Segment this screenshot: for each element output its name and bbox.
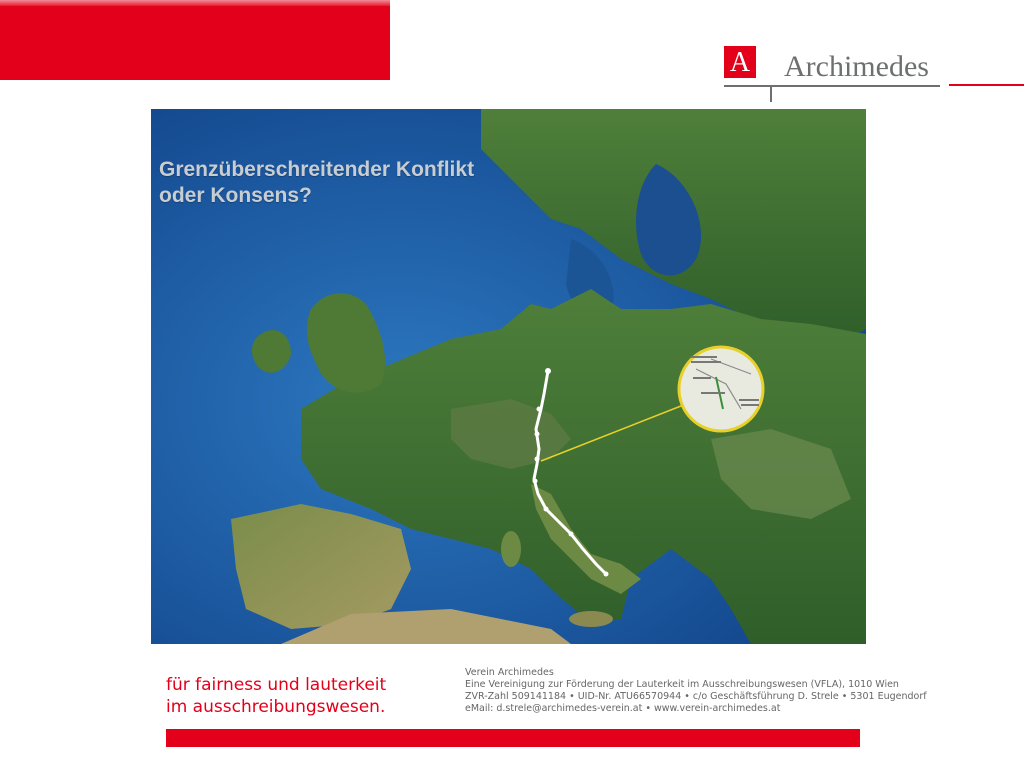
info-contact: eMail: d.strele@archimedes-verein.at • www.verein-archimedes.at [465,703,781,714]
association-info [465,667,927,715]
slogan-line-2: im ausschreibungswesen. [166,697,386,717]
header-red-banner [0,0,390,80]
map-headline-line-1: Grenzüberschreitender Konflikt [159,158,475,181]
banner-highlight [0,0,390,6]
europe-satellite-map [151,109,866,644]
archimedes-logo [724,46,944,106]
logo-tick [770,86,772,102]
slogan [166,674,386,718]
logo-wordmark: Archimedes [784,50,929,83]
footer-red-bar [166,729,860,747]
detail-callout-circle [679,347,763,431]
logo-underline [724,85,940,87]
map-headline [159,157,474,209]
logo-mark-icon: A [724,46,756,78]
map-headline-line-2: oder Konsens? [159,184,312,207]
slogan-line-1: für fairness und lauterkeit [166,675,387,695]
info-line-2: ZVR-Zahl 509141184 • UID-Nr. ATU66570944 • c/o Geschäftsführung D. Strele • 5301 Eugendorf [465,691,927,702]
info-title: Verein Archimedes [465,667,554,678]
header-red-rule [949,84,1024,86]
info-line-1: Eine Vereinigung zur Förderung der Lauterkeit im Ausschreibungswesen (VFLA), 1010 Wien [465,679,899,690]
